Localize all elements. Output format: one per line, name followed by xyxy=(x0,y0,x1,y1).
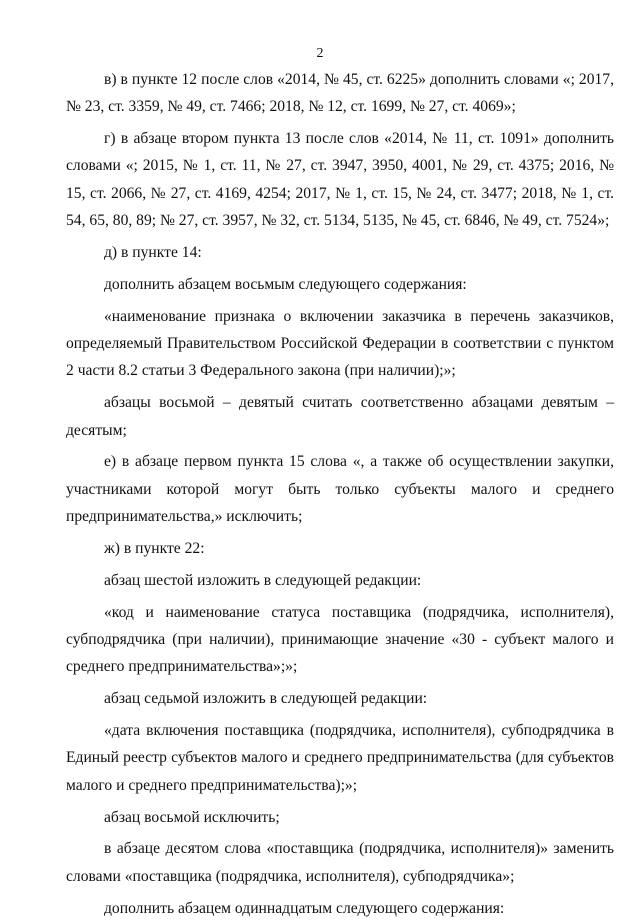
paragraph-g-item-13: г) в абзаце втором пункта 13 после слов «2014, № 11, ст. 1091» дополнить словами «; 2015, № 1, ст. 11, № 27, ст. 3947, 3950, 4001, № 29, ст. 4375; 2016, № 15, ст. 2066, № 27, ст. 4169, 4254; 2017, № 1, ст. 15, № 24, ст. 3477; 2018, № 1, ст. 54, 65, 80, 89; № 27, ст. 3957, № 32, ст. 5134, 5135, № 45, ст. 6846, № 49, ст. 7524»; xyxy=(66,130,614,230)
paragraph-add-eleventh: дополнить абзацем одиннадцатым следующего содержания: xyxy=(104,899,505,917)
paragraph-add-eighth: дополнить абзацем восьмым следующего содержания: xyxy=(104,275,467,293)
paragraph-quote-sign: «наименование признака о включении заказчика в перечень заказчиков, определяемый Правительством Российской Федерации в соответствии с пунктом 2 части 8.2 статьи 3 Федерального закона (при наличии);»; xyxy=(66,307,614,380)
paragraph-seventh-edit: абзац седьмой изложить в следующей редакции: xyxy=(104,690,428,708)
page-number: 2 xyxy=(316,46,324,61)
paragraph-e-item-15: е) в абзаце первом пункта 15 слова «, а также об осуществлении закупки, участниками которой могут быть только субъекты малого и среднего предпринимательства,» исключить; xyxy=(66,453,614,526)
paragraph-tenth-replace: в абзаце десятом слова «поставщика (подрядчика, исполнителя)» заменить словами «поставщика (подрядчика, исполнителя), субподрядчика»; xyxy=(66,840,614,885)
paragraph-d-item-14: д) в пункте 14: xyxy=(104,243,202,261)
paragraph-eighth-delete: абзац восьмой исключить; xyxy=(104,808,280,826)
paragraph-v-item-12: в) в пункте 12 после слов «2014, № 45, ст. 6225» дополнить словами «; 2017, № 23, ст. 3359, № 49, ст. 7466; 2018, № 12, ст. 1699, № 27, ст. 4069»; xyxy=(66,71,614,116)
paragraph-zh-item-22: ж) в пункте 22: xyxy=(104,539,205,557)
paragraph-quote-date: «дата включения поставщика (подрядчика, исполнителя), субподрядчика в Единый реестр субъектов малого и среднего предпринимательства (для субъектов малого и среднего предпринимательства);»; xyxy=(66,722,614,794)
paragraph-quote-code: «код и наименование статуса поставщика (подрядчика, исполнителя), субподрядчика (при наличии), принимающие значение «30 - субъект малого и среднего предпринимательства»;»; xyxy=(66,603,614,676)
paragraph-renumber: абзацы восьмой – девятый считать соответственно абзацами девятым – десятым; xyxy=(66,394,614,439)
document-body xyxy=(66,66,614,922)
paragraph-sixth-edit: абзац шестой изложить в следующей редакции: xyxy=(104,571,422,589)
